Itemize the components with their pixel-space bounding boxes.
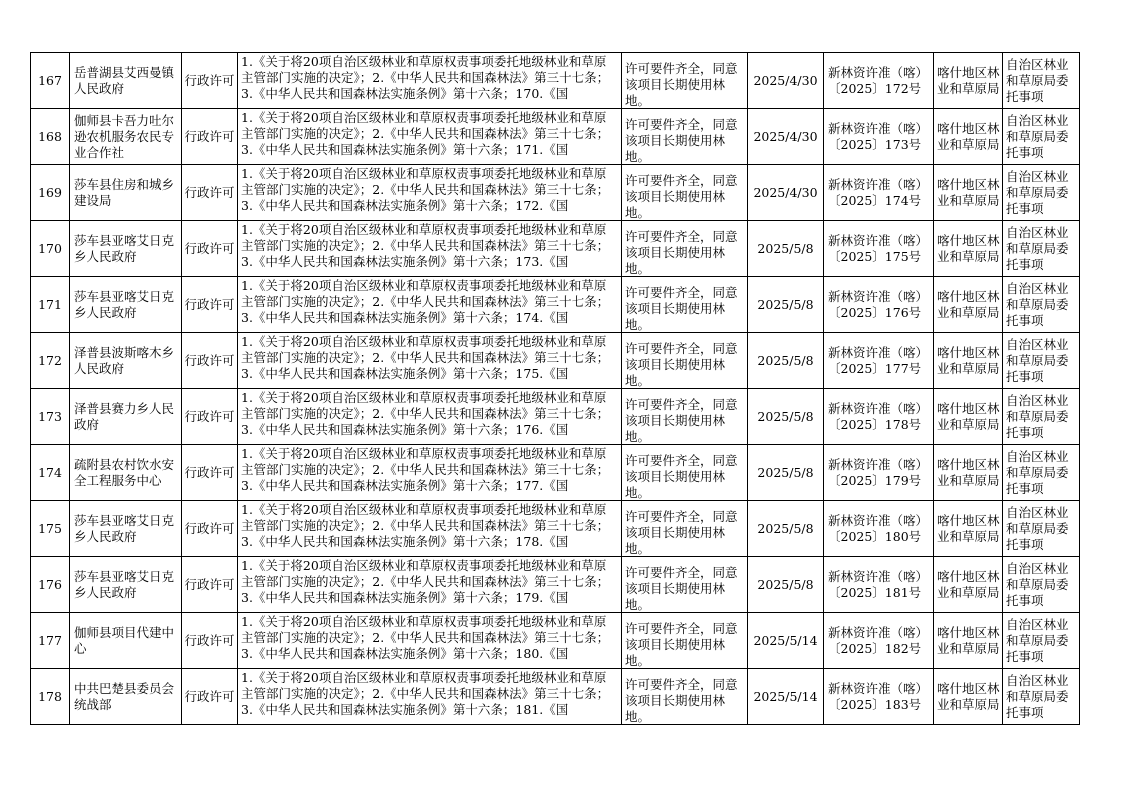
table-row (31, 557, 1080, 613)
permit-type: 行政许可 (182, 165, 238, 221)
applicant-name: 疏附县农村饮水安全工程服务中心 (70, 445, 182, 501)
decision-result: 许可要件齐全，同意该项目长期使用林地。 (625, 285, 738, 332)
row-number: 167 (31, 53, 70, 109)
remark: 自治区林业和草原局委托事项 (1003, 669, 1080, 725)
permit-type: 行政许可 (182, 669, 238, 725)
row-number: 172 (31, 333, 70, 389)
decision-result: 许可要件齐全，同意该项目长期使用林地。 (625, 453, 738, 500)
applicant-name: 莎车县亚喀艾日克乡人民政府 (70, 501, 182, 557)
legal-basis: 1.《关于将20项自治区级林业和草原权责事项委托地级林业和草原主管部门实施的决定》；2.《中华人民共和国森林法》第三十七条；3.《中华人民共和国森林法实施条例》第十六条；180.《国 (241, 614, 610, 661)
remark: 自治区林业和草原局委托事项 (1003, 221, 1080, 277)
document-number: 新林资许准（喀）〔2025〕178号 (824, 389, 934, 445)
decision-result-cell (622, 501, 748, 557)
legal-basis-cell (238, 669, 622, 725)
issuing-authority: 喀什地区林业和草原局 (934, 669, 1003, 725)
issuing-authority: 喀什地区林业和草原局 (934, 389, 1003, 445)
decision-date: 2025/5/8 (748, 501, 824, 557)
permit-type: 行政许可 (182, 221, 238, 277)
table-row (31, 109, 1080, 165)
table-row (31, 53, 1080, 109)
decision-date: 2025/5/8 (748, 557, 824, 613)
legal-basis-cell (238, 109, 622, 165)
document-number: 新林资许准（喀）〔2025〕181号 (824, 557, 934, 613)
table-row (31, 277, 1080, 333)
permit-type: 行政许可 (182, 501, 238, 557)
table-row (31, 613, 1080, 669)
decision-result-cell (622, 557, 748, 613)
document-number: 新林资许准（喀）〔2025〕172号 (824, 53, 934, 109)
remark: 自治区林业和草原局委托事项 (1003, 445, 1080, 501)
table-row (31, 669, 1080, 725)
applicant-name: 莎车县亚喀艾日克乡人民政府 (70, 557, 182, 613)
issuing-authority: 喀什地区林业和草原局 (934, 613, 1003, 669)
legal-basis: 1.《关于将20项自治区级林业和草原权责事项委托地级林业和草原主管部门实施的决定》；2.《中华人民共和国森林法》第三十七条；3.《中华人民共和国森林法实施条例》第十六条；174.《国 (241, 278, 610, 325)
decision-result-cell (622, 221, 748, 277)
decision-result-cell (622, 109, 748, 165)
remark: 自治区林业和草原局委托事项 (1003, 333, 1080, 389)
row-number: 176 (31, 557, 70, 613)
legal-basis: 1.《关于将20项自治区级林业和草原权责事项委托地级林业和草原主管部门实施的决定》；2.《中华人民共和国森林法》第三十七条；3.《中华人民共和国森林法实施条例》第十六条；179.《国 (241, 558, 610, 605)
decision-date: 2025/5/14 (748, 669, 824, 725)
permit-type: 行政许可 (182, 389, 238, 445)
remark: 自治区林业和草原局委托事项 (1003, 501, 1080, 557)
decision-date: 2025/4/30 (748, 53, 824, 109)
issuing-authority: 喀什地区林业和草原局 (934, 557, 1003, 613)
decision-date: 2025/5/8 (748, 333, 824, 389)
decision-date: 2025/5/8 (748, 221, 824, 277)
remark: 自治区林业和草原局委托事项 (1003, 109, 1080, 165)
row-number: 168 (31, 109, 70, 165)
decision-date: 2025/5/14 (748, 613, 824, 669)
legal-basis-cell (238, 557, 622, 613)
decision-date: 2025/4/30 (748, 109, 824, 165)
applicant-name: 莎车县住房和城乡建设局 (70, 165, 182, 221)
legal-basis: 1.《关于将20项自治区级林业和草原权责事项委托地级林业和草原主管部门实施的决定》；2.《中华人民共和国森林法》第三十七条；3.《中华人民共和国森林法实施条例》第十六条；173.《国 (241, 222, 610, 269)
document-number: 新林资许准（喀）〔2025〕182号 (824, 613, 934, 669)
applicant-name: 中共巴楚县委员会统战部 (70, 669, 182, 725)
applicant-name: 莎车县亚喀艾日克乡人民政府 (70, 277, 182, 333)
decision-result-cell (622, 53, 748, 109)
row-number: 169 (31, 165, 70, 221)
issuing-authority: 喀什地区林业和草原局 (934, 109, 1003, 165)
document-number: 新林资许准（喀）〔2025〕179号 (824, 445, 934, 501)
issuing-authority: 喀什地区林业和草原局 (934, 53, 1003, 109)
permit-type: 行政许可 (182, 445, 238, 501)
document-number: 新林资许准（喀）〔2025〕180号 (824, 501, 934, 557)
permit-type: 行政许可 (182, 613, 238, 669)
decision-result-cell (622, 445, 748, 501)
row-number: 173 (31, 389, 70, 445)
document-number: 新林资许准（喀）〔2025〕174号 (824, 165, 934, 221)
row-number: 175 (31, 501, 70, 557)
legal-basis-cell (238, 613, 622, 669)
remark: 自治区林业和草原局委托事项 (1003, 557, 1080, 613)
table-row (31, 333, 1080, 389)
decision-result: 许可要件齐全，同意该项目长期使用林地。 (625, 341, 738, 388)
decision-result: 许可要件齐全，同意该项目长期使用林地。 (625, 677, 738, 724)
decision-result-cell (622, 613, 748, 669)
legal-basis: 1.《关于将20项自治区级林业和草原权责事项委托地级林业和草原主管部门实施的决定》；2.《中华人民共和国森林法》第三十七条；3.《中华人民共和国森林法实施条例》第十六条；181.《国 (241, 670, 610, 717)
document-number: 新林资许准（喀）〔2025〕173号 (824, 109, 934, 165)
table-body (31, 53, 1080, 725)
table-row (31, 165, 1080, 221)
decision-result-cell (622, 277, 748, 333)
legal-basis: 1.《关于将20项自治区级林业和草原权责事项委托地级林业和草原主管部门实施的决定》；2.《中华人民共和国森林法》第三十七条；3.《中华人民共和国森林法实施条例》第十六条；171.《国 (241, 110, 610, 157)
permit-type: 行政许可 (182, 333, 238, 389)
applicant-name: 伽师县项目代建中心 (70, 613, 182, 669)
issuing-authority: 喀什地区林业和草原局 (934, 221, 1003, 277)
permit-type: 行政许可 (182, 557, 238, 613)
legal-basis-cell (238, 333, 622, 389)
document-number: 新林资许准（喀）〔2025〕177号 (824, 333, 934, 389)
decision-result-cell (622, 669, 748, 725)
permit-type: 行政许可 (182, 277, 238, 333)
remark: 自治区林业和草原局委托事项 (1003, 165, 1080, 221)
legal-basis-cell (238, 501, 622, 557)
permit-type: 行政许可 (182, 53, 238, 109)
table-row (31, 221, 1080, 277)
table-row (31, 445, 1080, 501)
legal-basis: 1.《关于将20项自治区级林业和草原权责事项委托地级林业和草原主管部门实施的决定》；2.《中华人民共和国森林法》第三十七条；3.《中华人民共和国森林法实施条例》第十六条；177.《国 (241, 446, 610, 493)
table-row (31, 501, 1080, 557)
remark: 自治区林业和草原局委托事项 (1003, 277, 1080, 333)
row-number: 174 (31, 445, 70, 501)
decision-result-cell (622, 333, 748, 389)
document-number: 新林资许准（喀）〔2025〕183号 (824, 669, 934, 725)
table-row (31, 389, 1080, 445)
decision-result-cell (622, 389, 748, 445)
decision-result: 许可要件齐全，同意该项目长期使用林地。 (625, 621, 738, 668)
decision-date: 2025/5/8 (748, 445, 824, 501)
remark: 自治区林业和草原局委托事项 (1003, 389, 1080, 445)
applicant-name: 岳普湖县艾西曼镇人民政府 (70, 53, 182, 109)
legal-basis: 1.《关于将20项自治区级林业和草原权责事项委托地级林业和草原主管部门实施的决定》；2.《中华人民共和国森林法》第三十七条；3.《中华人民共和国森林法实施条例》第十六条；176.《国 (241, 390, 610, 437)
decision-result: 许可要件齐全，同意该项目长期使用林地。 (625, 565, 738, 612)
row-number: 170 (31, 221, 70, 277)
document-number: 新林资许准（喀）〔2025〕175号 (824, 221, 934, 277)
applicant-name: 泽普县赛力乡人民政府 (70, 389, 182, 445)
remark: 自治区林业和草原局委托事项 (1003, 613, 1080, 669)
legal-basis-cell (238, 53, 622, 109)
permit-type: 行政许可 (182, 109, 238, 165)
issuing-authority: 喀什地区林业和草原局 (934, 501, 1003, 557)
legal-basis: 1.《关于将20项自治区级林业和草原权责事项委托地级林业和草原主管部门实施的决定》；2.《中华人民共和国森林法》第三十七条；3.《中华人民共和国森林法实施条例》第十六条；170.《国 (241, 54, 610, 101)
row-number: 171 (31, 277, 70, 333)
row-number: 178 (31, 669, 70, 725)
decision-result: 许可要件齐全，同意该项目长期使用林地。 (625, 397, 738, 444)
applicant-name: 莎车县亚喀艾日克乡人民政府 (70, 221, 182, 277)
row-number: 177 (31, 613, 70, 669)
decision-date: 2025/4/30 (748, 165, 824, 221)
issuing-authority: 喀什地区林业和草原局 (934, 277, 1003, 333)
decision-result: 许可要件齐全，同意该项目长期使用林地。 (625, 229, 738, 276)
permit-table (30, 52, 1080, 725)
decision-result-cell (622, 165, 748, 221)
decision-result: 许可要件齐全，同意该项目长期使用林地。 (625, 173, 738, 220)
legal-basis-cell (238, 221, 622, 277)
decision-date: 2025/5/8 (748, 389, 824, 445)
issuing-authority: 喀什地区林业和草原局 (934, 165, 1003, 221)
applicant-name: 泽普县波斯喀木乡人民政府 (70, 333, 182, 389)
decision-result: 许可要件齐全，同意该项目长期使用林地。 (625, 117, 738, 164)
remark: 自治区林业和草原局委托事项 (1003, 53, 1080, 109)
legal-basis: 1.《关于将20项自治区级林业和草原权责事项委托地级林业和草原主管部门实施的决定》；2.《中华人民共和国森林法》第三十七条；3.《中华人民共和国森林法实施条例》第十六条；175.《国 (241, 334, 610, 381)
legal-basis-cell (238, 389, 622, 445)
decision-result: 许可要件齐全，同意该项目长期使用林地。 (625, 509, 738, 556)
legal-basis: 1.《关于将20项自治区级林业和草原权责事项委托地级林业和草原主管部门实施的决定》；2.《中华人民共和国森林法》第三十七条；3.《中华人民共和国森林法实施条例》第十六条；178.《国 (241, 502, 610, 549)
legal-basis: 1.《关于将20项自治区级林业和草原权责事项委托地级林业和草原主管部门实施的决定》；2.《中华人民共和国森林法》第三十七条；3.《中华人民共和国森林法实施条例》第十六条；172.《国 (241, 166, 610, 213)
issuing-authority: 喀什地区林业和草原局 (934, 445, 1003, 501)
legal-basis-cell (238, 277, 622, 333)
legal-basis-cell (238, 165, 622, 221)
document-number: 新林资许准（喀）〔2025〕176号 (824, 277, 934, 333)
decision-date: 2025/5/8 (748, 277, 824, 333)
issuing-authority: 喀什地区林业和草原局 (934, 333, 1003, 389)
legal-basis-cell (238, 445, 622, 501)
applicant-name: 伽师县卡吾力吐尔逊农机服务农民专业合作社 (70, 109, 182, 165)
decision-result: 许可要件齐全，同意该项目长期使用林地。 (625, 61, 738, 108)
